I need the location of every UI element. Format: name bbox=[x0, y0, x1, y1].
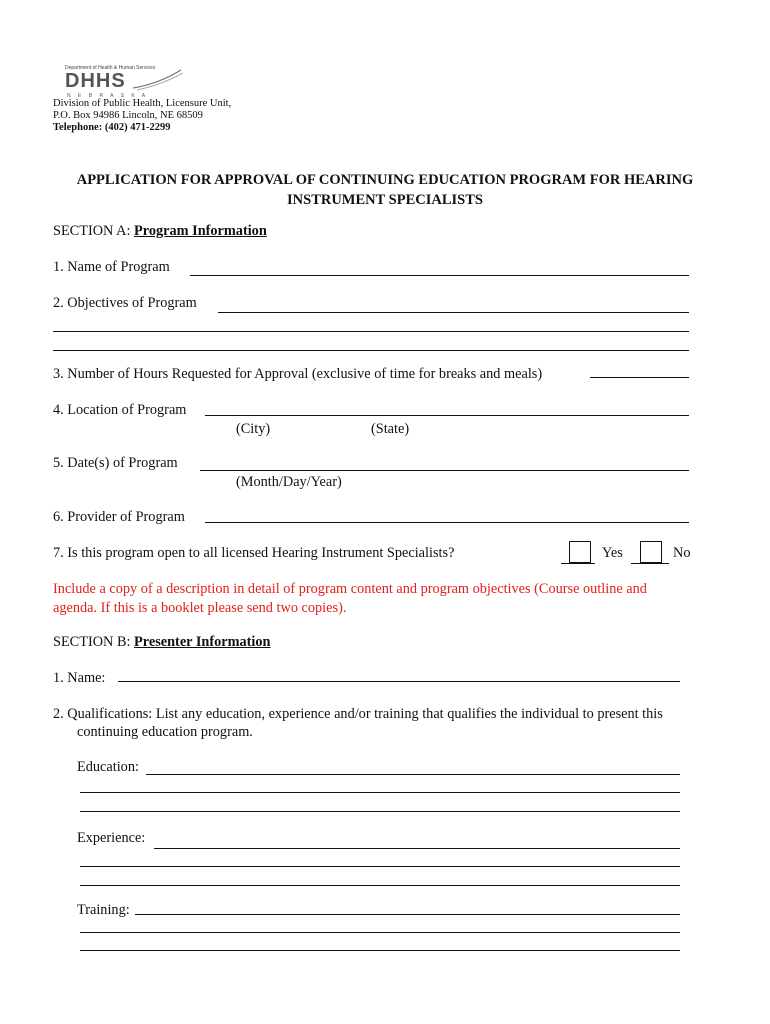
education-field-2[interactable] bbox=[80, 792, 680, 793]
objectives-field-3[interactable] bbox=[53, 350, 689, 351]
yes-label: Yes bbox=[602, 545, 623, 561]
provider-field[interactable] bbox=[205, 522, 689, 523]
date-hint: (Month/Day/Year) bbox=[236, 474, 342, 490]
objectives-field-2[interactable] bbox=[53, 331, 689, 332]
form-title bbox=[40, 170, 730, 210]
dhhs-logo bbox=[63, 64, 188, 102]
qualifications-line1: 2. Qualifications: List any education, experience and/or training that qualifies the individual to present this bbox=[53, 706, 663, 722]
logo-sub-text: N E B R A S K A bbox=[67, 93, 149, 99]
q5-date-label: 5. Date(s) of Program bbox=[53, 455, 178, 471]
q1-name-label: 1. Name of Program bbox=[53, 259, 170, 275]
q4-location-label: 4. Location of Program bbox=[53, 402, 187, 418]
q2-objectives-label: 2. Objectives of Program bbox=[53, 295, 197, 311]
no-label: No bbox=[673, 545, 691, 561]
q6-provider-label: 6. Provider of Program bbox=[53, 509, 185, 525]
training-field-1[interactable] bbox=[135, 914, 680, 915]
address-line1: Division of Public Health, Licensure Unit, bbox=[53, 98, 232, 109]
yes-checkbox[interactable] bbox=[569, 541, 591, 563]
experience-field-2[interactable] bbox=[80, 866, 680, 867]
attachment-note bbox=[53, 580, 647, 618]
education-label: Education: bbox=[77, 759, 139, 775]
program-name-field[interactable] bbox=[190, 275, 689, 276]
q3-hours-label: 3. Number of Hours Requested for Approval (exclusive of time for breaks and meals) bbox=[53, 366, 543, 382]
section-a-title: Program Information bbox=[134, 223, 267, 239]
presenter-name-field[interactable] bbox=[118, 681, 680, 682]
telephone: Telephone: (402) 471-2299 bbox=[53, 122, 171, 133]
training-field-2[interactable] bbox=[80, 932, 680, 933]
yes-underline bbox=[561, 563, 595, 564]
q7-open-label: 7. Is this program open to all licensed Hearing Instrument Specialists? bbox=[53, 545, 455, 561]
education-field-3[interactable] bbox=[80, 811, 680, 812]
no-underline bbox=[631, 563, 669, 564]
logo-main-text: DHHS bbox=[65, 70, 126, 92]
note-line1: Include a copy of a description in detail of program content and program objectives (Course outline and bbox=[53, 581, 647, 597]
title-line2: INSTRUMENT SPECIALISTS bbox=[287, 192, 483, 208]
state-hint: (State) bbox=[371, 421, 410, 437]
city-hint: (City) bbox=[236, 421, 271, 437]
no-checkbox[interactable] bbox=[640, 541, 662, 563]
title-line1: APPLICATION FOR APPROVAL OF CONTINUING EDUCATION PROGRAM FOR HEARING bbox=[76, 172, 694, 188]
section-a-heading: SECTION A: Program Information bbox=[53, 223, 267, 239]
date-field[interactable] bbox=[200, 470, 689, 471]
note-line2: agenda. If this is a booklet please send two copies). bbox=[53, 600, 347, 616]
objectives-field-1[interactable] bbox=[218, 312, 689, 313]
experience-field-1[interactable] bbox=[154, 848, 680, 849]
training-label: Training: bbox=[77, 902, 130, 918]
training-field-3[interactable] bbox=[80, 950, 680, 951]
section-b-heading: SECTION B: Presenter Information bbox=[53, 634, 271, 650]
experience-label: Experience: bbox=[77, 830, 146, 846]
hours-field[interactable] bbox=[590, 377, 689, 378]
logo-top-text: Department of Health & Human Services bbox=[65, 65, 156, 71]
education-field-1[interactable] bbox=[146, 774, 680, 775]
location-field[interactable] bbox=[205, 415, 689, 416]
address-line2: P.O. Box 94986 Lincoln, NE 68509 bbox=[53, 110, 203, 121]
qualifications-line2: continuing education program. bbox=[77, 724, 253, 740]
section-b-title: Presenter Information bbox=[134, 634, 271, 650]
experience-field-3[interactable] bbox=[80, 885, 680, 886]
presenter-name-label: 1. Name: bbox=[53, 670, 106, 686]
